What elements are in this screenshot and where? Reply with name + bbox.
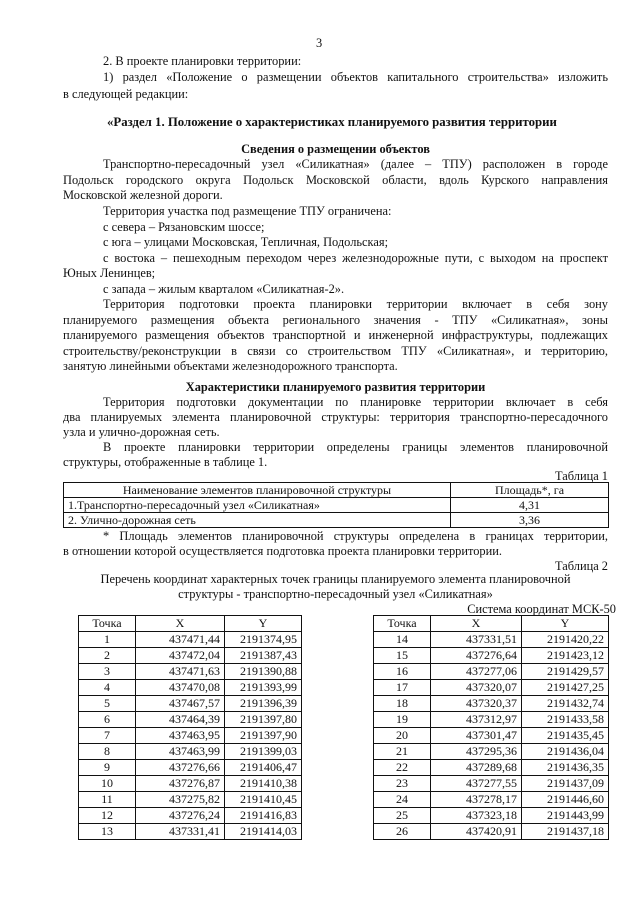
y-coordinate-cell: 2191397,90 xyxy=(225,728,302,744)
paragraph-2-line2: планируемого размещения объекта регионального значения - ТПУ «Силикатная», зоны xyxy=(63,313,608,327)
paragraph-4-line1: В проекте планировки территории определены границы элементов планировочной xyxy=(103,440,608,454)
coordinates-table-right xyxy=(373,615,609,840)
point-number-cell: 24 xyxy=(374,792,431,808)
table-row xyxy=(374,632,609,648)
borders-intro: Территория участка под размещение ТПУ ограничена: xyxy=(103,204,392,218)
point-number-cell: 15 xyxy=(374,648,431,664)
y-coordinate-cell: 2191387,43 xyxy=(225,648,302,664)
table-row xyxy=(79,632,302,648)
footnote-line2: в отношении которой осуществляется подготовка проекта планировки территории. xyxy=(63,544,502,558)
point-number-cell: 7 xyxy=(79,728,136,744)
table-row xyxy=(374,760,609,776)
x-coordinate-cell: 437471,44 xyxy=(136,632,225,648)
y-coordinate-cell: 2191429,57 xyxy=(522,664,609,680)
intro-item-2: 2. В проекте планировки территории: xyxy=(103,54,302,68)
table-1-caption: Таблица 1 xyxy=(555,469,608,483)
y-coordinate-cell: 2191410,45 xyxy=(225,792,302,808)
paragraph-3-line3: узла и улично-дорожная сеть. xyxy=(63,425,220,439)
table-row xyxy=(374,824,609,840)
table-1 xyxy=(63,482,609,528)
intro-item-1-line2: в следующей редакции: xyxy=(63,87,189,101)
x-coordinate-cell: 437464,39 xyxy=(136,712,225,728)
x-coordinate-cell: 437276,24 xyxy=(136,808,225,824)
y-coordinate-cell: 2191443,99 xyxy=(522,808,609,824)
paragraph-4-line2: структуры, отображенные в таблице 1. xyxy=(63,455,268,469)
footnote-line1: * Площадь элементов планировочной структуры определена в границах территории, xyxy=(103,529,608,543)
table-row xyxy=(374,744,609,760)
border-north: с севера – Рязановским шоссе; xyxy=(103,220,265,234)
point-number-cell: 13 xyxy=(79,824,136,840)
subsection-title-characteristics: Характеристики планируемого развития территории xyxy=(185,380,486,394)
table-row xyxy=(374,696,609,712)
y-coordinate-cell: 2191437,09 xyxy=(522,776,609,792)
table-row xyxy=(79,792,302,808)
subsection-title-placement: Сведения о размещении объектов xyxy=(241,142,430,156)
table-row xyxy=(79,696,302,712)
x-coordinate-cell: 437301,47 xyxy=(431,728,522,744)
x-coordinate-cell: 437323,18 xyxy=(431,808,522,824)
header-y: Y xyxy=(522,616,609,632)
table-row xyxy=(374,680,609,696)
header-x: X xyxy=(136,616,225,632)
x-coordinate-cell: 437320,37 xyxy=(431,696,522,712)
header-point: Точка xyxy=(79,616,136,632)
x-coordinate-cell: 437463,95 xyxy=(136,728,225,744)
x-coordinate-cell: 437277,06 xyxy=(431,664,522,680)
x-coordinate-cell: 437312,97 xyxy=(431,712,522,728)
x-coordinate-cell: 437420,91 xyxy=(431,824,522,840)
point-number-cell: 18 xyxy=(374,696,431,712)
table-row xyxy=(79,808,302,824)
table-row xyxy=(374,664,609,680)
y-coordinate-cell: 2191423,12 xyxy=(522,648,609,664)
table-1-header-name: Наименование элементов планировочной структуры xyxy=(64,483,451,498)
x-coordinate-cell: 437276,66 xyxy=(136,760,225,776)
table-row xyxy=(374,776,609,792)
x-coordinate-cell: 437295,36 xyxy=(431,744,522,760)
y-coordinate-cell: 2191420,22 xyxy=(522,632,609,648)
point-number-cell: 14 xyxy=(374,632,431,648)
table-row xyxy=(64,498,609,513)
x-coordinate-cell: 437277,55 xyxy=(431,776,522,792)
table-row xyxy=(64,513,609,528)
y-coordinate-cell: 2191399,03 xyxy=(225,744,302,760)
y-coordinate-cell: 2191390,88 xyxy=(225,664,302,680)
x-coordinate-cell: 437320,07 xyxy=(431,680,522,696)
coordinates-table-header xyxy=(374,616,609,632)
point-number-cell: 25 xyxy=(374,808,431,824)
paragraph-1-line1: Транспортно-пересадочный узел «Силикатная» (далее – ТПУ) расположен в городе xyxy=(103,157,608,171)
y-coordinate-cell: 2191397,80 xyxy=(225,712,302,728)
table-row xyxy=(79,648,302,664)
table-row xyxy=(79,664,302,680)
table-row xyxy=(79,712,302,728)
border-east-line2: Юных Ленинцев; xyxy=(63,266,156,280)
coordinates-table-left xyxy=(78,615,302,840)
table-row xyxy=(374,792,609,808)
table-1-cell: 1.Транспортно-пересадочный узел «Силикатная» xyxy=(64,498,451,513)
table-2-title-line1: Перечень координат характерных точек границы планируемого элемента планировочной xyxy=(100,572,571,586)
paragraph-2-line4: строительству/реконструкции в связи со строительством ТПУ «Силикатная», и территорию, xyxy=(63,344,608,358)
table-row xyxy=(79,680,302,696)
paragraph-3-line1: Территория подготовки документации по планировке территории включает в себя xyxy=(103,395,608,409)
intro-item-1-line1: 1) раздел «Положение о размещении объектов капитального строительства» изложить xyxy=(103,70,608,84)
table-row xyxy=(79,776,302,792)
paragraph-1-line3: Московской железной дороги. xyxy=(63,188,223,202)
table-row xyxy=(79,824,302,840)
x-coordinate-cell: 437463,99 xyxy=(136,744,225,760)
table-1-header xyxy=(64,483,609,498)
table-1-header-area: Площадь*, га xyxy=(451,483,609,498)
point-number-cell: 23 xyxy=(374,776,431,792)
paragraph-1-line2: Подольск городского округа Подольск Московской области, вдоль Курского направления xyxy=(63,173,608,187)
header-x: X xyxy=(431,616,522,632)
point-number-cell: 10 xyxy=(79,776,136,792)
x-coordinate-cell: 437470,08 xyxy=(136,680,225,696)
paragraph-2-line1: Территория подготовки проекта планировки территории включает в себя зону xyxy=(103,297,608,311)
y-coordinate-cell: 2191433,58 xyxy=(522,712,609,728)
y-coordinate-cell: 2191436,04 xyxy=(522,744,609,760)
table-row xyxy=(79,728,302,744)
y-coordinate-cell: 2191396,39 xyxy=(225,696,302,712)
point-number-cell: 21 xyxy=(374,744,431,760)
y-coordinate-cell: 2191435,45 xyxy=(522,728,609,744)
point-number-cell: 16 xyxy=(374,664,431,680)
x-coordinate-cell: 437331,51 xyxy=(431,632,522,648)
x-coordinate-cell: 437289,68 xyxy=(431,760,522,776)
point-number-cell: 8 xyxy=(79,744,136,760)
table-2-title-line2: структуры - транспортно-пересадочный узел «Силикатная» xyxy=(178,587,493,601)
page-number: 3 xyxy=(316,36,323,50)
point-number-cell: 1 xyxy=(79,632,136,648)
x-coordinate-cell: 437472,04 xyxy=(136,648,225,664)
point-number-cell: 19 xyxy=(374,712,431,728)
y-coordinate-cell: 2191406,47 xyxy=(225,760,302,776)
x-coordinate-cell: 437278,17 xyxy=(431,792,522,808)
point-number-cell: 22 xyxy=(374,760,431,776)
point-number-cell: 3 xyxy=(79,664,136,680)
header-point: Точка xyxy=(374,616,431,632)
coordinates-table-header xyxy=(79,616,302,632)
x-coordinate-cell: 437276,64 xyxy=(431,648,522,664)
y-coordinate-cell: 2191416,83 xyxy=(225,808,302,824)
x-coordinate-cell: 437331,41 xyxy=(136,824,225,840)
paragraph-2-line3: планируемого размещения объектов транспортной и инженерной инфраструктуры, подлежащих xyxy=(63,328,608,342)
border-west: с запада – жилым кварталом «Силикатная-2». xyxy=(103,282,345,296)
section-title: «Раздел 1. Положение о характеристиках планируемого развития территории xyxy=(107,115,557,129)
point-number-cell: 5 xyxy=(79,696,136,712)
table-row xyxy=(79,744,302,760)
point-number-cell: 20 xyxy=(374,728,431,744)
border-east-line1: с востока – пешеходным переходом через железнодорожные пути, с выходом на проспект xyxy=(103,251,608,265)
point-number-cell: 9 xyxy=(79,760,136,776)
point-number-cell: 6 xyxy=(79,712,136,728)
header-y: Y xyxy=(225,616,302,632)
table-row xyxy=(374,712,609,728)
y-coordinate-cell: 2191437,18 xyxy=(522,824,609,840)
point-number-cell: 4 xyxy=(79,680,136,696)
y-coordinate-cell: 2191393,99 xyxy=(225,680,302,696)
point-number-cell: 11 xyxy=(79,792,136,808)
x-coordinate-cell: 437471,63 xyxy=(136,664,225,680)
table-row xyxy=(79,760,302,776)
x-coordinate-cell: 437275,82 xyxy=(136,792,225,808)
paragraph-2-line5: занятую линейными объектами железнодорожного транспорта. xyxy=(63,359,398,373)
coordinate-system-label: Система координат МСК-50 xyxy=(467,602,616,616)
y-coordinate-cell: 2191374,95 xyxy=(225,632,302,648)
point-number-cell: 12 xyxy=(79,808,136,824)
table-row xyxy=(374,648,609,664)
y-coordinate-cell: 2191414,03 xyxy=(225,824,302,840)
y-coordinate-cell: 2191410,38 xyxy=(225,776,302,792)
table-1-cell: 4,31 xyxy=(451,498,609,513)
point-number-cell: 2 xyxy=(79,648,136,664)
x-coordinate-cell: 437467,57 xyxy=(136,696,225,712)
y-coordinate-cell: 2191427,25 xyxy=(522,680,609,696)
table-1-cell: 3,36 xyxy=(451,513,609,528)
x-coordinate-cell: 437276,87 xyxy=(136,776,225,792)
paragraph-3-line2: два планируемых элемента планировочной структуры: территория транспортно-пересадочного xyxy=(63,410,608,424)
y-coordinate-cell: 2191446,60 xyxy=(522,792,609,808)
table-2-caption: Таблица 2 xyxy=(555,559,608,573)
table-row xyxy=(374,728,609,744)
y-coordinate-cell: 2191432,74 xyxy=(522,696,609,712)
table-1-cell: 2. Улично-дорожная сеть xyxy=(64,513,451,528)
table-row xyxy=(374,808,609,824)
point-number-cell: 26 xyxy=(374,824,431,840)
border-south: с юга – улицами Московская, Тепличная, Подольская; xyxy=(103,235,389,249)
y-coordinate-cell: 2191436,35 xyxy=(522,760,609,776)
point-number-cell: 17 xyxy=(374,680,431,696)
